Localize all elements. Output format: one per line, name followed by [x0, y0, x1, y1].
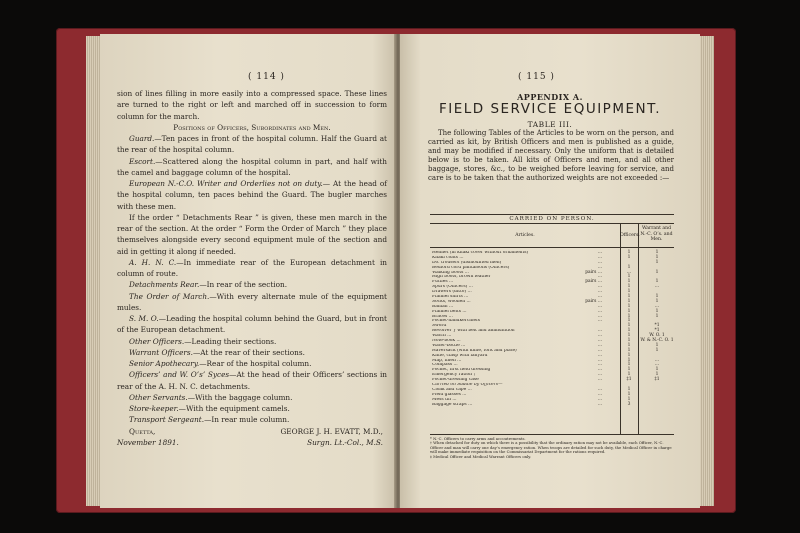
table-cell: Emergency ration † — [432, 373, 476, 378]
table-cell: Putties ... — [432, 280, 454, 285]
table-cell: ... — [597, 303, 602, 309]
col-officers: Officers. — [620, 233, 640, 238]
table-cell: 1 — [655, 298, 659, 304]
table-cell: Pocket, first field dressing — [432, 368, 491, 373]
table-label: TABLE III. — [527, 120, 573, 129]
table-cell: 1 — [655, 269, 659, 275]
table-cell: ... — [597, 377, 602, 383]
table-cell: 1 — [627, 328, 631, 334]
left-paragraph: Officers’ and W. O’s’ Syces—At the head of their Officers’ sections in rear of the A. H. N. C. detachments. — [117, 370, 387, 391]
table-cell: Walking boots ... — [432, 270, 469, 275]
table-cell: 1 — [627, 308, 631, 314]
table-cell: 1 — [655, 259, 659, 265]
paragraph-label: Escort. — [129, 156, 156, 166]
table-cell: ... — [597, 401, 602, 407]
table-cell: W. O. 1 — [649, 333, 665, 339]
table-cell: 1 — [655, 367, 659, 373]
table-cell: 1 — [655, 313, 659, 319]
table-cell: 1 — [655, 250, 659, 255]
right-page — [400, 34, 700, 508]
table-cell: *1 — [654, 323, 660, 329]
table-cell: Watch ... — [432, 334, 452, 339]
footnote: ‡ Medical Officer and Medical Warrant Officers only. — [430, 453, 532, 459]
table-cell: 1 — [627, 347, 631, 353]
left-paragraph: Senior Apothecary.—Rear of the hospital column. — [129, 359, 312, 368]
paragraph-label: Transport Sergeant. — [129, 415, 205, 425]
table-cell: ... — [597, 259, 602, 265]
table-cell: ... — [597, 318, 602, 324]
table-cell: Revolver } with belt and ammunition — [432, 329, 515, 334]
page-title: FIELD SERVICE EQUIPMENT. — [438, 101, 662, 117]
intro-text: The following Tables of the Articles to be worn on the person, and carried as kit, by British Officers and men is published as a guide, and may be modified if necessary. Only the uniform that is detailed below is to be taken. All kits of Officers and men, and all other baggage, stores, &c., to be weighed before leaving for service, and care is to be taken that the authorized weights are not exceeded :— — [428, 129, 674, 183]
table-row — [430, 403, 674, 408]
table-cell: ... — [597, 396, 602, 402]
paragraph-label: European N.-C.O. Writer and Orderlies not on duty. — [129, 179, 323, 188]
table-cell: 3 — [627, 401, 631, 407]
paragraph-label: The Order of March. — [129, 291, 210, 301]
table-cell: ... — [597, 289, 602, 295]
table-header — [430, 223, 674, 248]
table-cell: ... — [597, 328, 602, 334]
table-cell: ... — [654, 284, 660, 290]
page-edges-right — [700, 36, 714, 506]
table-cell: 1 — [627, 396, 631, 402]
table-cell: 1 — [627, 338, 631, 344]
paragraph-label: Officers’ and W. O’s’ Syces — [129, 370, 230, 380]
table-cell: 1 — [627, 362, 631, 368]
table-cell: ... — [597, 308, 602, 314]
table-cell: ... — [597, 386, 602, 392]
table-cell: 1 — [627, 274, 631, 280]
table-cell: ‡1 — [626, 377, 632, 383]
table-cell: 1 — [655, 254, 659, 260]
table-cell: 1 — [655, 342, 659, 348]
table-cell: Compass ... — [432, 363, 458, 368]
table-cell: ... — [597, 264, 602, 270]
table-body — [430, 251, 674, 408]
table-cell: ‡1 — [654, 377, 660, 383]
table-cell: ... — [597, 391, 602, 397]
paragraph-label: Senior Apothecary. — [129, 359, 200, 368]
table-cell: ... — [597, 254, 602, 260]
table-cell: ... — [597, 294, 602, 300]
left-paragraph: The Order of March.—With every alternate mule of the equipment mules. — [117, 291, 387, 312]
table-cell: ... — [597, 338, 602, 344]
table-cell: ... — [597, 367, 602, 373]
table-cell: ... — [654, 362, 660, 368]
table-cell: 1 — [627, 342, 631, 348]
table-cell: 1 — [627, 279, 631, 285]
table-cell: Banian ... — [432, 304, 454, 309]
table-cell: 1 — [627, 318, 631, 324]
paragraph-label: S. M. O. — [129, 314, 159, 323]
table-cell: W. & N.-C. O. 1 — [640, 338, 674, 344]
intro-paragraph — [428, 129, 674, 184]
left-paragraph: A. H. N. C.—In immediate rear of the European detachment in column of route. — [117, 257, 387, 278]
footnote: * N.-C. Officers to carry arms and accoutrements. — [430, 436, 526, 441]
table-cell: Spurs (Officers) ... — [432, 285, 473, 290]
table-cell: ... — [597, 352, 602, 358]
table-cell: Baggage straps ... — [432, 402, 473, 407]
page-number-right: ( 115 ) — [518, 72, 555, 82]
paragraph-label: Store-keeper. — [129, 404, 179, 413]
table-cell: ... — [597, 372, 602, 378]
table-cell: ... — [597, 274, 602, 280]
table-cell: 1 — [627, 333, 631, 339]
table-cell: 1 — [627, 264, 631, 270]
appendix-heading: APPENDIX A. — [517, 92, 583, 102]
footnote: † When detached for duty on which there is a possibility that the ordinary ration may not be available, each Officer, N.-C. Officer and man will carry one day’s emergency ration. When troops are detailed for such duty, the Medical Officer in charge will make immediate requisition on the Commissariat Department for the rations required. — [430, 440, 672, 455]
table-cell: Carried on Saddle by Officers— — [432, 383, 503, 388]
left-paragraph: Other Servants.—With the baggage column. — [129, 392, 293, 402]
table-cell: Water-bottle ... — [432, 343, 466, 348]
table-cell: 1 — [627, 391, 631, 397]
left-paragraph: Store-keeper.—With the equipment camels. — [129, 404, 290, 413]
table-cell: 1 — [655, 372, 659, 378]
signature-line: Quetta, GEORGE J. H. EVATT, M.D., — [129, 426, 383, 436]
table-cell: 1 — [627, 357, 631, 363]
table-cell: 1 — [627, 250, 631, 255]
table-cell: 1 — [655, 279, 659, 285]
table-cell: pairs ... — [585, 298, 602, 304]
left-paragraph: Other Officers.—Leading their sections. — [129, 336, 277, 346]
table-cell: Note-book ... — [432, 339, 461, 344]
table-cell: 1 — [627, 372, 631, 378]
table-cell: Cloak and cape ... — [432, 387, 472, 392]
table-cell: 1 — [627, 284, 631, 290]
paragraph-label: Other Servants. — [129, 392, 188, 402]
table-cell: Socks, woollen ... — [432, 299, 471, 304]
left-paragraph: Transport Sergeant.—In rear mule column. — [129, 415, 290, 425]
table-cell: Khaki coats ... — [432, 255, 464, 260]
table-cell: ... — [597, 347, 602, 353]
table-cell: ... — [597, 250, 602, 255]
left-paragraph: Warrant Officers.—At the rear of their sections. — [129, 347, 305, 357]
left-page-body — [117, 88, 387, 448]
table-cell: ... — [597, 357, 602, 363]
table-cell: *1 — [654, 328, 660, 334]
table-cell: Flannel belts ... — [432, 309, 467, 314]
left-paragraph: sion of lines filling in more easily into a compressed space. These lines are turned to the right or left and marched off in succession to form column for the march. — [117, 89, 387, 121]
table-cell: Pocket-dressing case — [432, 378, 479, 383]
table-cell: 1 — [627, 303, 631, 309]
table-cell: pairs ... — [585, 279, 602, 285]
table-cell: ... — [626, 269, 632, 275]
table-cell: ... — [654, 303, 660, 309]
section-title: CARRIED ON PERSON. — [430, 214, 674, 224]
table-cell: ... — [597, 333, 602, 339]
left-paragraph: Guard.—Ten paces in front of the hospital column. Half the Guard at the rear of the hospital column. — [117, 134, 387, 155]
signature-line: November 1891. Surgn. Lt.-Col., M.S. — [117, 437, 383, 447]
table-cell: 1 — [627, 323, 631, 329]
table-cell: Bedford cord pantaloons (Officers) — [432, 265, 510, 270]
table-cell: Pocket-handkerchiefs — [432, 319, 480, 324]
page-edges-left — [86, 36, 100, 506]
left-paragraph: Detachments Rear.—In rear of the section. — [129, 280, 288, 290]
table-cell: ... — [597, 284, 602, 290]
table-cell: 1 — [627, 386, 631, 392]
paragraph-label: Other Officers. — [129, 336, 185, 346]
left-page — [100, 34, 396, 508]
table-cell: 1 — [627, 298, 631, 304]
equipment-table — [430, 223, 674, 435]
left-paragraph: Escort.—Scattered along the hospital column in part, and half with the camel and baggage column of the hospital. — [117, 156, 387, 177]
table-cell: Flannel shirts ... — [432, 295, 469, 300]
table-cell: 1 — [627, 313, 631, 319]
table-cell: Braces ... — [432, 314, 453, 319]
page-number-left: ( 114 ) — [248, 72, 285, 82]
table-cell: 1 — [627, 289, 631, 295]
table-cell: 1 — [627, 367, 631, 373]
table-cell: Drawers (ditto) ... — [432, 290, 472, 295]
table-cell: 1 — [655, 294, 659, 300]
table-cell: Mess tin ... — [432, 397, 457, 402]
table-cell: Do. trousers (dismounted men) — [432, 260, 502, 265]
table-cell: ... — [597, 313, 602, 319]
table-cell: Map, linen ... — [432, 358, 462, 363]
footnotes — [430, 437, 674, 459]
table-cell: High boots, brown leather — [432, 275, 491, 280]
col-warrant: Warrant and N.-C. O’s. and Men. — [640, 226, 673, 242]
left-paragraph: If the order “ Detachments Rear ” is given, these men march in the rear of the section. At the order “ Form the Order of March ” they place themselves alongside every second equipment mule of the section and aid in getting it along if needed. — [117, 212, 387, 256]
table-cell: ... — [654, 357, 660, 363]
left-paragraph: European N.-C.O. Writer and Orderlies not on duty.— At the head of the hospital column, ten paces behind the Guard. The bugler marches with these men. — [117, 179, 387, 211]
table-cell: ... — [597, 342, 602, 348]
left-paragraph: S. M. O.—Leading the hospital column behind the Guard, but in front of the European detachment. — [117, 314, 387, 335]
left-paragraph: Positions of Officers, Subordinates and Men. — [173, 122, 331, 132]
table-cell: ... — [597, 362, 602, 368]
paragraph-label: Warrant Officers. — [129, 347, 193, 357]
paragraph-label: Guard. — [129, 134, 155, 143]
table-cell: Knife, clasp with lanyard — [432, 353, 488, 358]
table-cell: pairs ... — [585, 269, 602, 275]
table-cell: Sword — [432, 324, 447, 329]
paragraph-label: A. H. N. C. — [129, 257, 177, 267]
table-cell: 1 — [627, 294, 631, 300]
table-cell: 1 — [627, 352, 631, 358]
table-cell: 1 — [655, 308, 659, 314]
paragraph-label: Detachments Rear. — [129, 280, 200, 290]
table-cell: 1 — [627, 254, 631, 260]
table-cell: 1 — [655, 347, 659, 353]
table-cell: Haversack (with knife, fork and plate) — [432, 348, 517, 353]
table-cell: Helmet (in khaki cover without ornaments) — [432, 251, 529, 255]
table-cell: Field glasses ... — [432, 392, 467, 397]
col-articles: Articles. — [515, 233, 535, 238]
